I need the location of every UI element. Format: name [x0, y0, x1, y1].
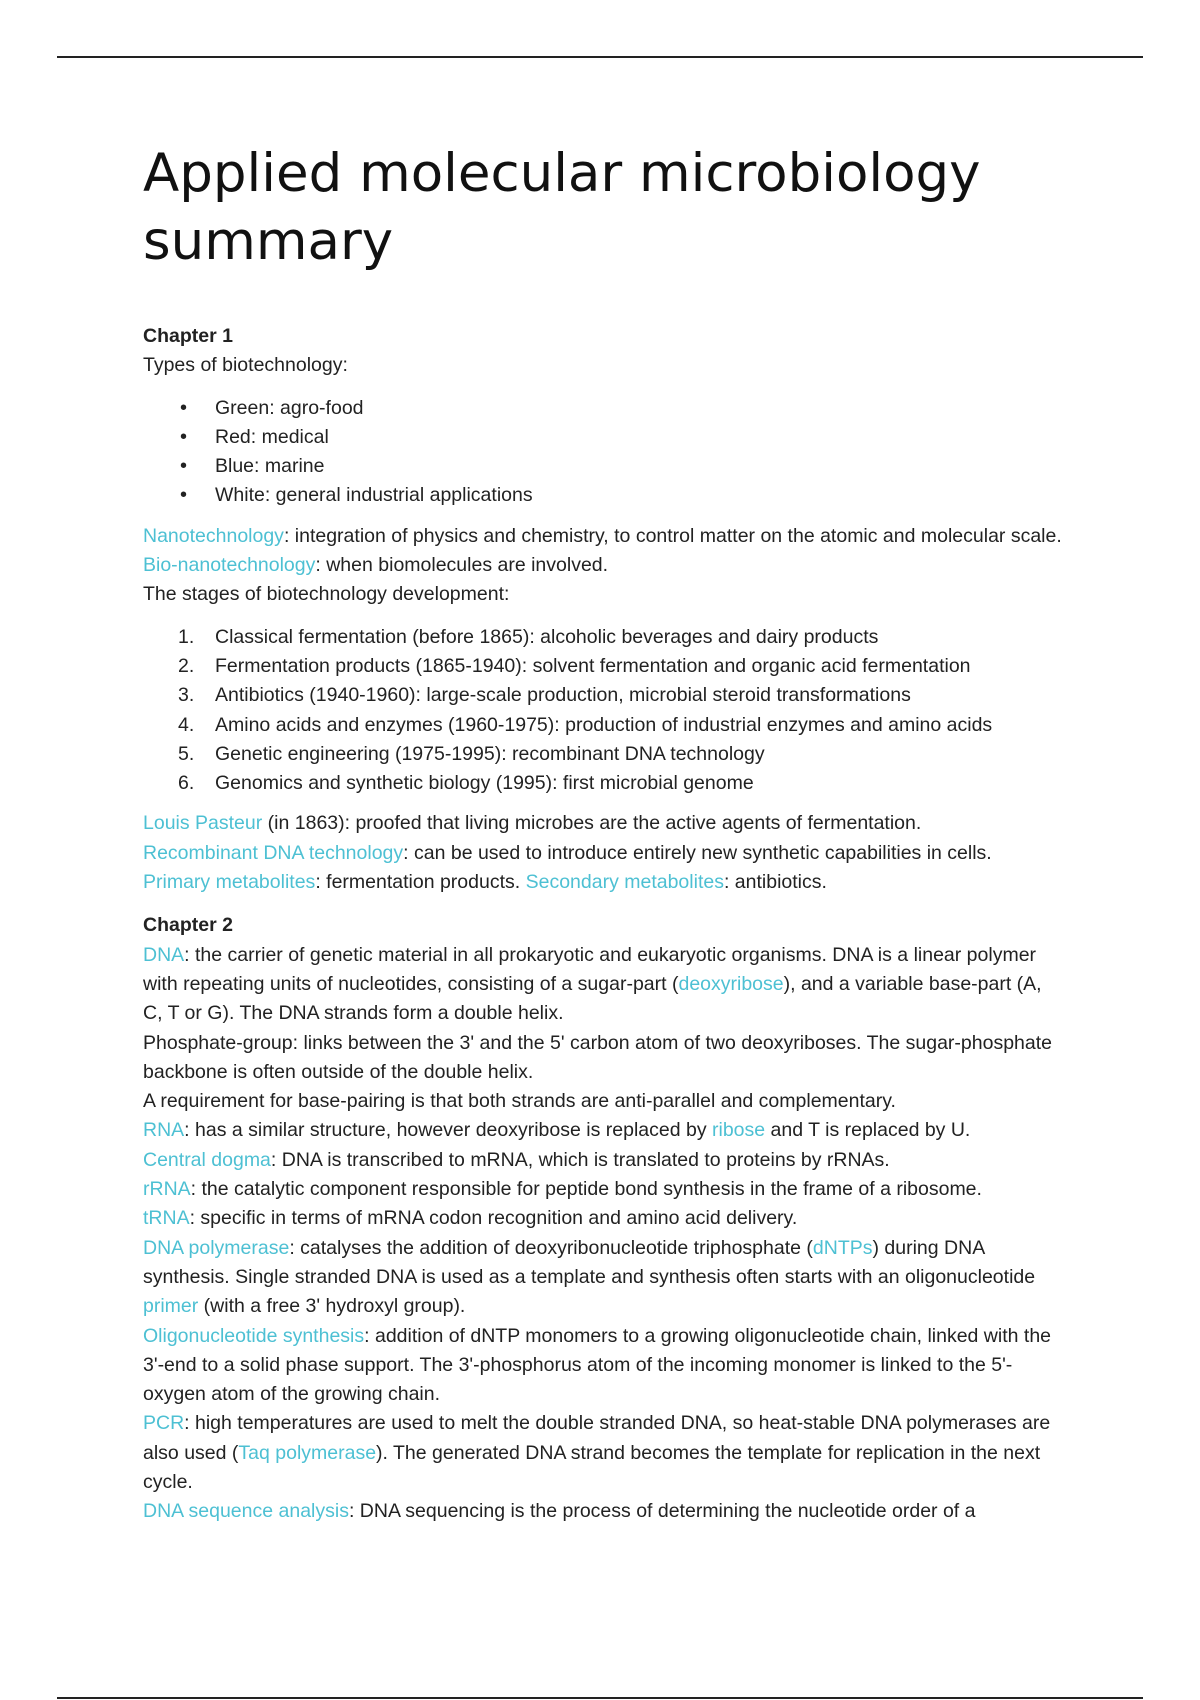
list-number: 1.: [178, 625, 195, 648]
term-rrna: rRNA: [143, 1178, 191, 1201]
dna-paragraph: [143, 941, 1063, 1029]
chapter-2-heading: Chapter 2: [143, 914, 233, 937]
term-pcr: PCR: [143, 1412, 185, 1435]
list-item: [143, 681, 1063, 710]
list-number: 6.: [178, 772, 195, 795]
definition-text: : specific in terms of mRNA codon recognition and amino acid delivery.: [189, 1207, 798, 1230]
list-text: Antibiotics (1940-1960): large-scale production, microbial steroid transformations: [215, 684, 911, 707]
definition-text: : has a similar structure, however deoxyribose is replaced by: [184, 1119, 712, 1142]
term-ribose: ribose: [712, 1119, 766, 1142]
list-item: • White: general industrial applications: [143, 481, 1063, 510]
dogma-paragraph: [143, 1146, 1063, 1175]
phosphate-paragraph: Phosphate-group: links between the 3' and the 5' carbon atom of two deoxyriboses. The sugar-phosphate backbone is often outside of the double helix.: [143, 1031, 1052, 1083]
definition-text: : antibiotics.: [723, 871, 827, 894]
definition-text: ), and a variable base-part (A, C, T or G). The DNA strands form a double helix.: [143, 972, 1042, 1025]
definition-text: : catalyses the addition of deoxyribonucleotide triphosphate (: [289, 1236, 813, 1259]
definition-text: ). The generated DNA strand becomes the template for replication in the next cycle.: [143, 1441, 1041, 1493]
list-number: 3.: [178, 684, 195, 707]
term-bio-nanotechnology: Bio-nanotechnology: [143, 554, 316, 577]
definition-text: : integration of physics and chemistry, to control matter on the atomic and molecular scale.: [283, 524, 1062, 547]
sequence-paragraph: [143, 1497, 1063, 1526]
term-primer: primer: [143, 1295, 199, 1318]
basepair-paragraph: A requirement for base-pairing is that both strands are anti-parallel and complementary.: [143, 1090, 896, 1113]
rdna-paragraph: [143, 839, 1063, 868]
definition-text: : the catalytic component responsible for peptide bond synthesis in the frame of a ribosome.: [190, 1178, 982, 1201]
list-text: Genetic engineering (1975-1995): recombinant DNA technology: [215, 742, 765, 765]
term-taq-polymerase: Taq polymerase: [238, 1441, 377, 1464]
trna-paragraph: [143, 1204, 1063, 1233]
nanotech-paragraph: [143, 522, 1063, 581]
list-text: Amino acids and enzymes (1960-1975): production of industrial enzymes and amino acids: [215, 713, 993, 736]
list-text: Fermentation products (1865-1940): solvent fermentation and organic acid fermentation: [215, 654, 971, 677]
header-rule: [57, 56, 1143, 58]
list-number: 2.: [178, 654, 195, 677]
pcr-paragraph: [143, 1409, 1063, 1497]
list-item: • Red: medical: [143, 423, 1063, 452]
stages-list: [143, 623, 1063, 799]
definition-text: : fermentation products.: [315, 871, 526, 894]
document-body: [143, 140, 1063, 1527]
term-deoxyribose: deoxyribose: [678, 972, 784, 995]
definition-text: : can be used to introduce entirely new synthetic capabilities in cells.: [403, 841, 992, 864]
list-text: Classical fermentation (before 1865): alcoholic beverages and dairy products: [215, 625, 879, 648]
polymerase-paragraph: [143, 1234, 1063, 1322]
pasteur-paragraph: [143, 809, 1063, 838]
term-recombinant-dna: Recombinant DNA technology: [143, 841, 404, 864]
term-louis-pasteur: Louis Pasteur: [143, 812, 263, 835]
metabolites-paragraph: [143, 868, 1063, 897]
types-intro: Types of biotechnology:: [143, 354, 348, 377]
term-dntps: dNTPs: [812, 1236, 873, 1259]
term-rna: RNA: [143, 1119, 185, 1142]
oligo-paragraph: [143, 1322, 1063, 1410]
definition-text: : the carrier of genetic material in all prokaryotic and eukaryotic organisms. DNA is a linear polymer with repeating units of nucleotides, consisting of a sugar-part (: [143, 943, 1037, 995]
list-item: [143, 711, 1063, 740]
biotech-types-list: [143, 394, 1063, 511]
definition-text: : DNA sequencing is the process of determining the nucleotide order of a: [348, 1500, 976, 1523]
definition-text: (with a free 3' hydroxyl group).: [198, 1295, 466, 1318]
list-item: [143, 740, 1063, 769]
definition-text: ) during DNA synthesis. Single stranded DNA is used as a template and synthesis often starts with an oligonucleotide: [143, 1236, 1036, 1288]
term-trna: tRNA: [143, 1207, 190, 1230]
definition-text: and T is replaced by U.: [765, 1119, 971, 1142]
term-central-dogma: Central dogma: [143, 1148, 271, 1171]
term-primary-metabolites: Primary metabolites: [143, 871, 316, 894]
list-number: 5.: [178, 742, 195, 765]
chapter-1-heading: Chapter 1: [143, 325, 233, 347]
definition-text: : addition of dNTP monomers to a growing oligonucleotide chain, linked with the 3'-end to a solid phase support. The 3'-phosphorus atom of the incoming monomer is linked to the 5'-oxygen atom of the growing chain.: [143, 1324, 1052, 1406]
term-oligonucleotide-synthesis: Oligonucleotide synthesis: [143, 1324, 365, 1347]
footer-rule: [57, 1697, 1143, 1699]
list-item: [143, 652, 1063, 681]
rrna-paragraph: [143, 1175, 1063, 1204]
term-nanotechnology: Nanotechnology: [143, 524, 284, 547]
definition-text: (in 1863): proofed that living microbes are the active agents of fermentation.: [262, 812, 922, 835]
definition-text: : DNA is transcribed to mRNA, which is translated to proteins by rRNAs.: [270, 1148, 890, 1171]
term-secondary-metabolites: Secondary metabolites: [525, 871, 724, 894]
list-number: 4.: [178, 713, 195, 736]
term-dna-polymerase: DNA polymerase: [143, 1236, 290, 1259]
document-title: Applied molecular microbiology summary: [143, 143, 981, 272]
term-dna-sequence-analysis: DNA sequence analysis: [143, 1500, 349, 1523]
list-item: [143, 623, 1063, 652]
term-dna: DNA: [143, 943, 185, 966]
definition-text: : high temperatures are used to melt the double stranded DNA, so heat-stable DNA polymerases are also used (: [143, 1412, 1051, 1464]
rna-paragraph: [143, 1116, 1063, 1145]
list-item: • Green: agro-food: [143, 394, 1063, 423]
list-item: • Blue: marine: [143, 452, 1063, 481]
definition-text: : when biomolecules are involved.: [315, 554, 609, 577]
list-item: [143, 769, 1063, 798]
list-text: Genomics and synthetic biology (1995): first microbial genome: [215, 772, 754, 795]
stages-intro: The stages of biotechnology development:: [143, 583, 510, 606]
